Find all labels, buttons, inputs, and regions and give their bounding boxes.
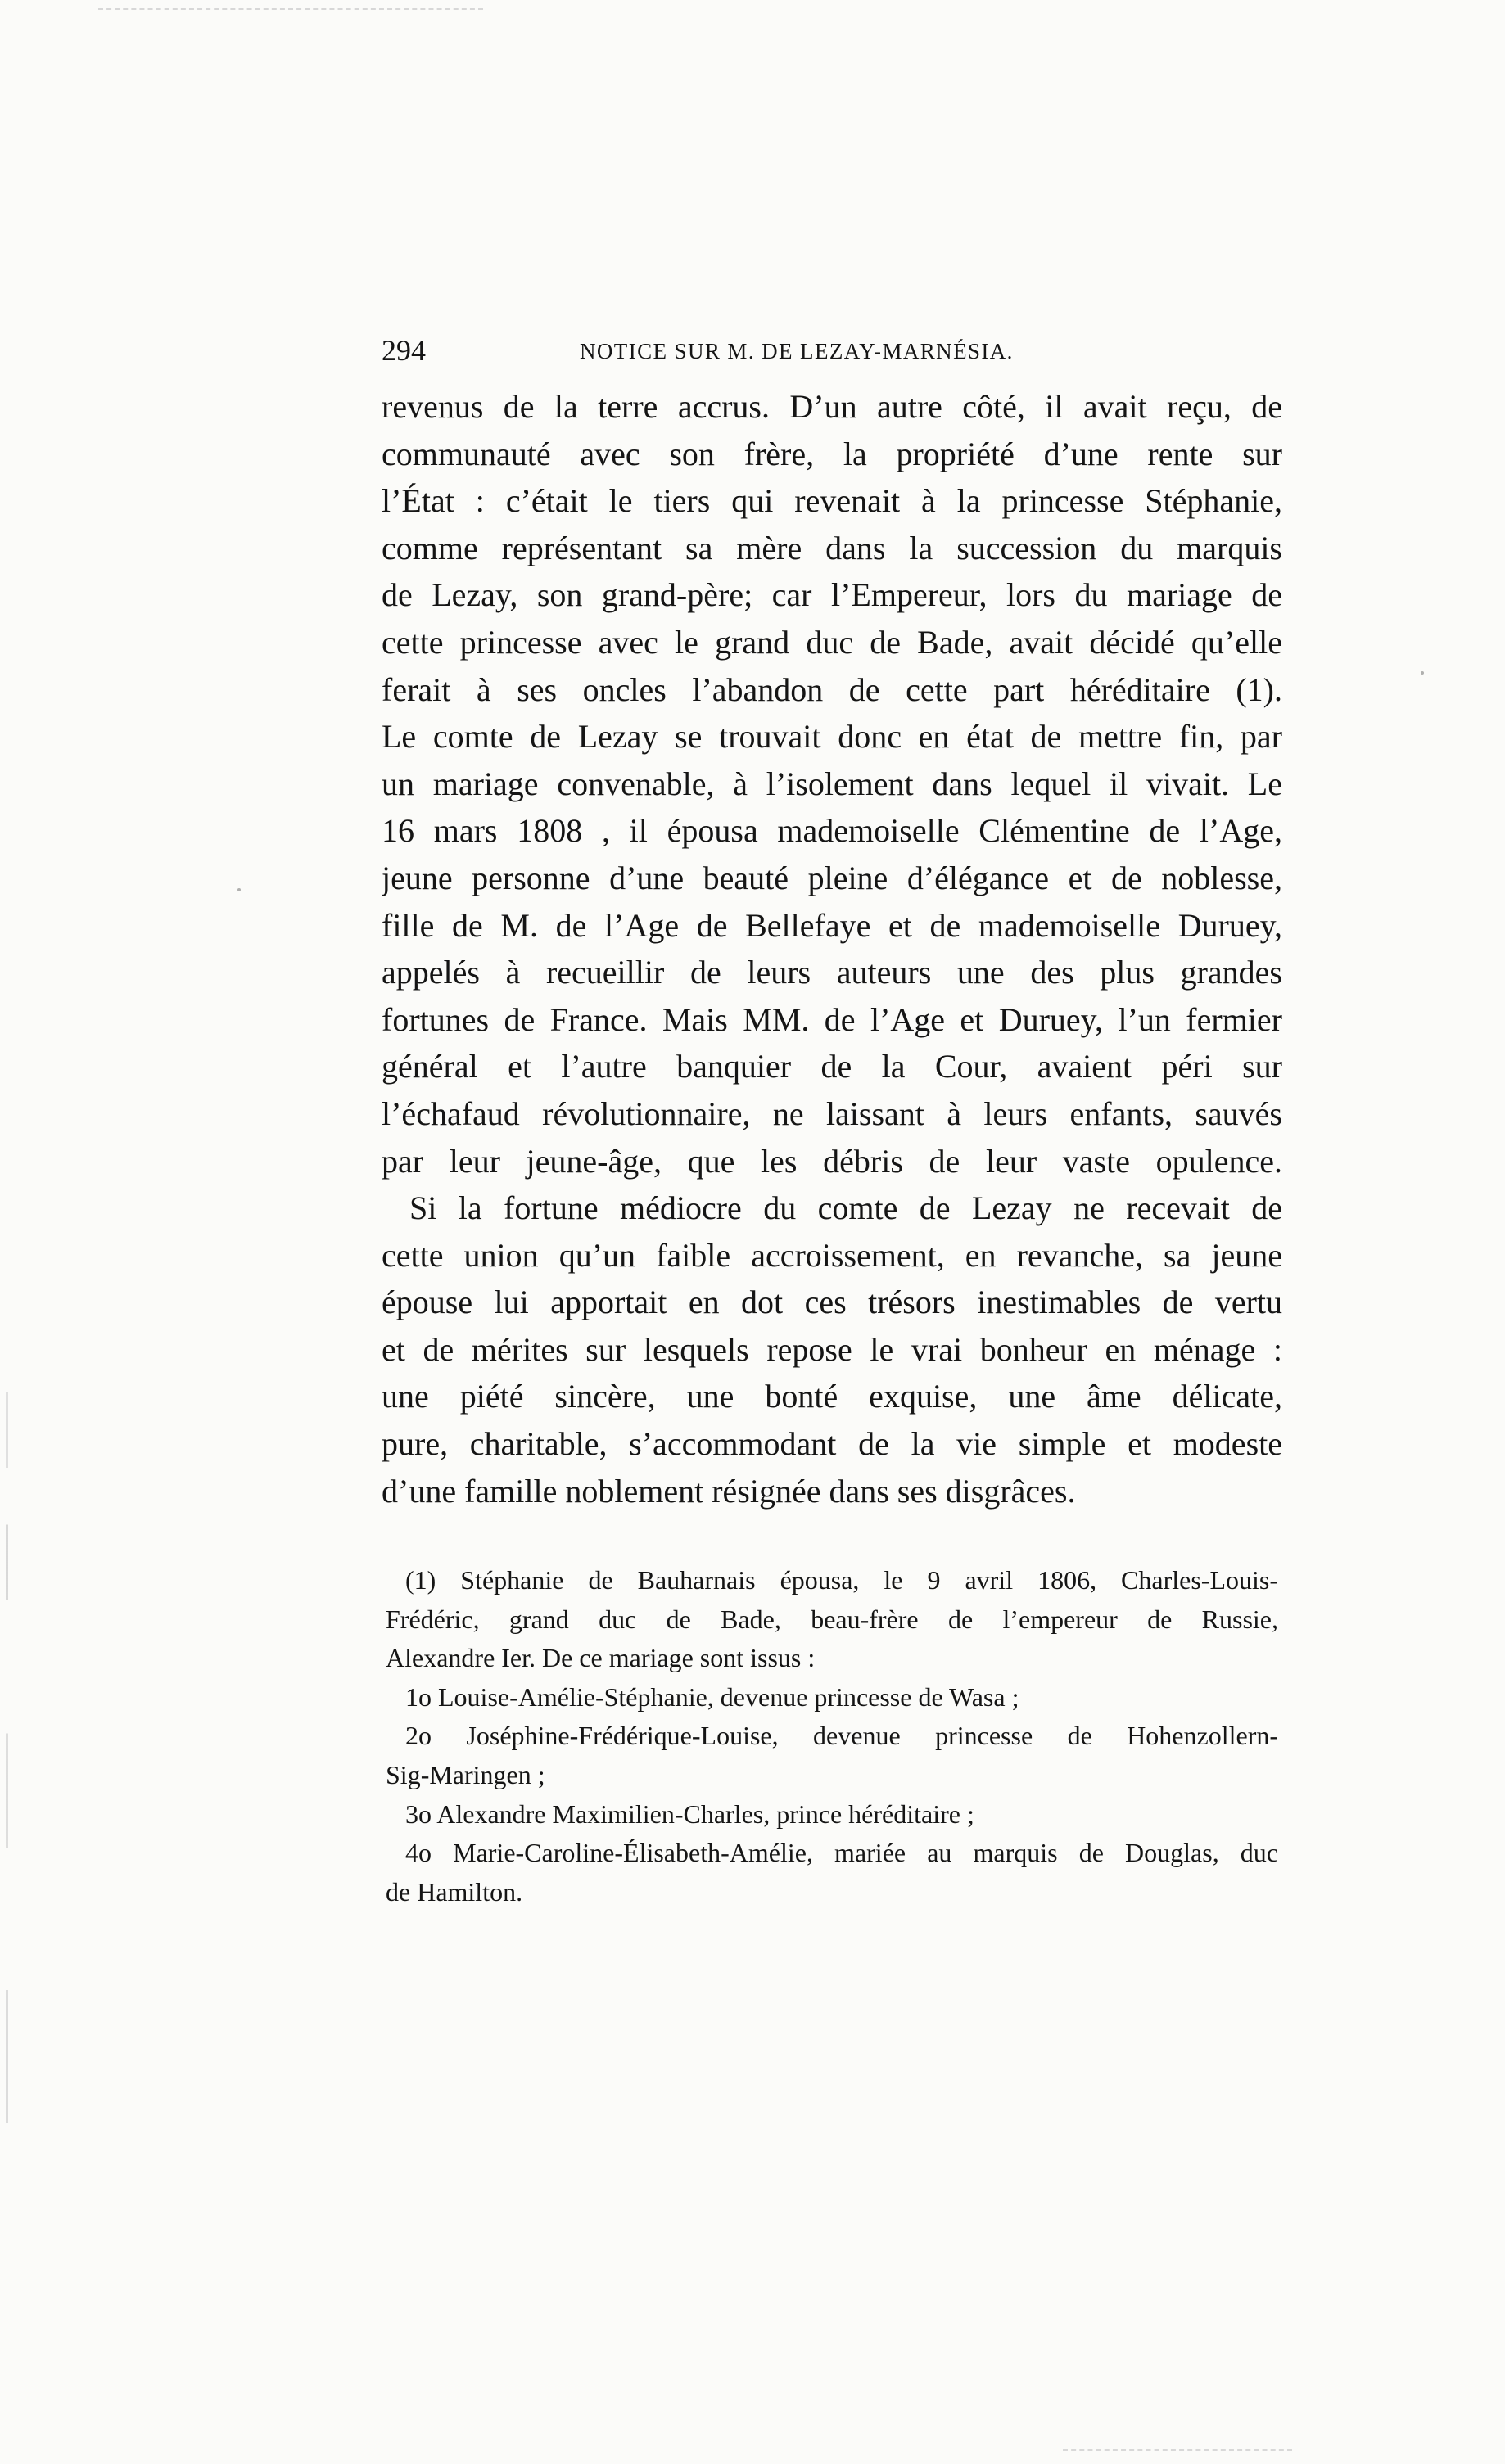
running-title: NOTICE SUR M. DE LEZAY-MARNÉSIA. [580, 339, 1014, 363]
body-line: par leur jeune-âge, que les débris de leur vaste opulence. [382, 1142, 1282, 1180]
page-number: 294 [382, 334, 426, 367]
footnote-line: (1) Stéphanie de Bauharnais épousa, le 9 avril 1806, Charles-Louis- [405, 1565, 1278, 1595]
body-line: pure, charitable, s’accommodant de la vie simple et modeste [382, 1425, 1282, 1463]
footnote-list-item: 1o Louise-Amélie-Stéphanie, devenue princesse de Wasa ; [405, 1681, 1019, 1712]
running-head [382, 332, 1299, 373]
footnote-list-item: 2o Joséphine-Frédérique-Louise, devenue princesse de Hohenzollern- [405, 1721, 1278, 1751]
paragraph-start-line: Si la fortune médiocre du comte de Lezay ne recevait de [409, 1189, 1282, 1227]
body-line: une piété sincère, une bonté exquise, une âme délicate, [382, 1378, 1282, 1415]
scan-speck [237, 888, 241, 891]
scan-speck [1421, 671, 1424, 675]
footnotes [386, 1561, 1278, 1911]
body-line: épouse lui apportait en dot ces trésors inestimables de vertu [382, 1284, 1282, 1321]
scan-bottom-rule [1063, 2449, 1292, 2453]
body-line: fille de M. de l’Age de Bellefaye et de mademoiselle Duruey, [382, 906, 1282, 944]
footnote-list-item: 4o Marie-Caroline-Élisabeth-Amélie, mariée au marquis de Douglas, duc [405, 1838, 1278, 1868]
body-line: appelés à recueillir de leurs auteurs une des plus grandes [382, 954, 1282, 991]
footnote-line: de Hamilton. [386, 1876, 523, 1907]
body-line: Le comte de Lezay se trouvait donc en état de mettre fin, par [382, 718, 1282, 756]
body-line: cette union qu’un faible accroissement, en revanche, sa jeune [382, 1236, 1282, 1274]
footnote-line: Sig-Maringen ; [386, 1759, 545, 1789]
paragraph-end-line: d’une famille noblement résignée dans ses disgrâces. [382, 1472, 1076, 1510]
body-line: fortunes de France. Mais MM. de l’Age et Duruey, l’un fermier [382, 1000, 1282, 1038]
body-line: et de mérites sur lesquels repose le vrai bonheur en ménage : [382, 1330, 1282, 1368]
body-line: cette princesse avec le grand duc de Bade, avait décidé qu’elle [382, 623, 1282, 661]
footnote-list-item: 3o Alexandre Maximilien-Charles, prince héréditaire ; [405, 1798, 974, 1829]
main-text [382, 383, 1282, 1514]
body-line: 16 mars 1808 , il épousa mademoiselle Clémentine de l’Age, [382, 812, 1282, 850]
body-line: l’échafaud révolutionnaire, ne laissant à leurs enfants, sauvés [382, 1094, 1282, 1132]
body-line: communauté avec son frère, la propriété d’une rente sur [382, 435, 1282, 472]
body-line: l’État : c’était le tiers qui revenait à la princesse Stéphanie, [382, 482, 1282, 520]
body-line: de Lezay, son grand-père; car l’Empereur, lors du mariage de [382, 576, 1282, 614]
body-line: général et l’autre banquier de la Cour, avaient péri sur [382, 1048, 1282, 1085]
body-line: revenus de la terre accrus. D’un autre côté, il avait reçu, de [382, 388, 1282, 425]
scan-top-rule [98, 8, 483, 11]
body-line: un mariage convenable, à l’isolement dans lequel il vivait. Le [382, 765, 1282, 802]
footnote-line: Frédéric, grand duc de Bade, beau-frère de l’empereur de Russie, [386, 1604, 1278, 1634]
footnote-line: Alexandre Ier. De ce mariage sont issus : [386, 1643, 816, 1673]
body-line: jeune personne d’une beauté pleine d’élégance et de noblesse, [382, 859, 1282, 896]
scan-left-edge-marks [6, 1392, 8, 2341]
body-line: comme représentant sa mère dans la succession du marquis [382, 529, 1282, 566]
body-line: ferait à ses oncles l’abandon de cette part héréditaire (1). [382, 670, 1282, 708]
